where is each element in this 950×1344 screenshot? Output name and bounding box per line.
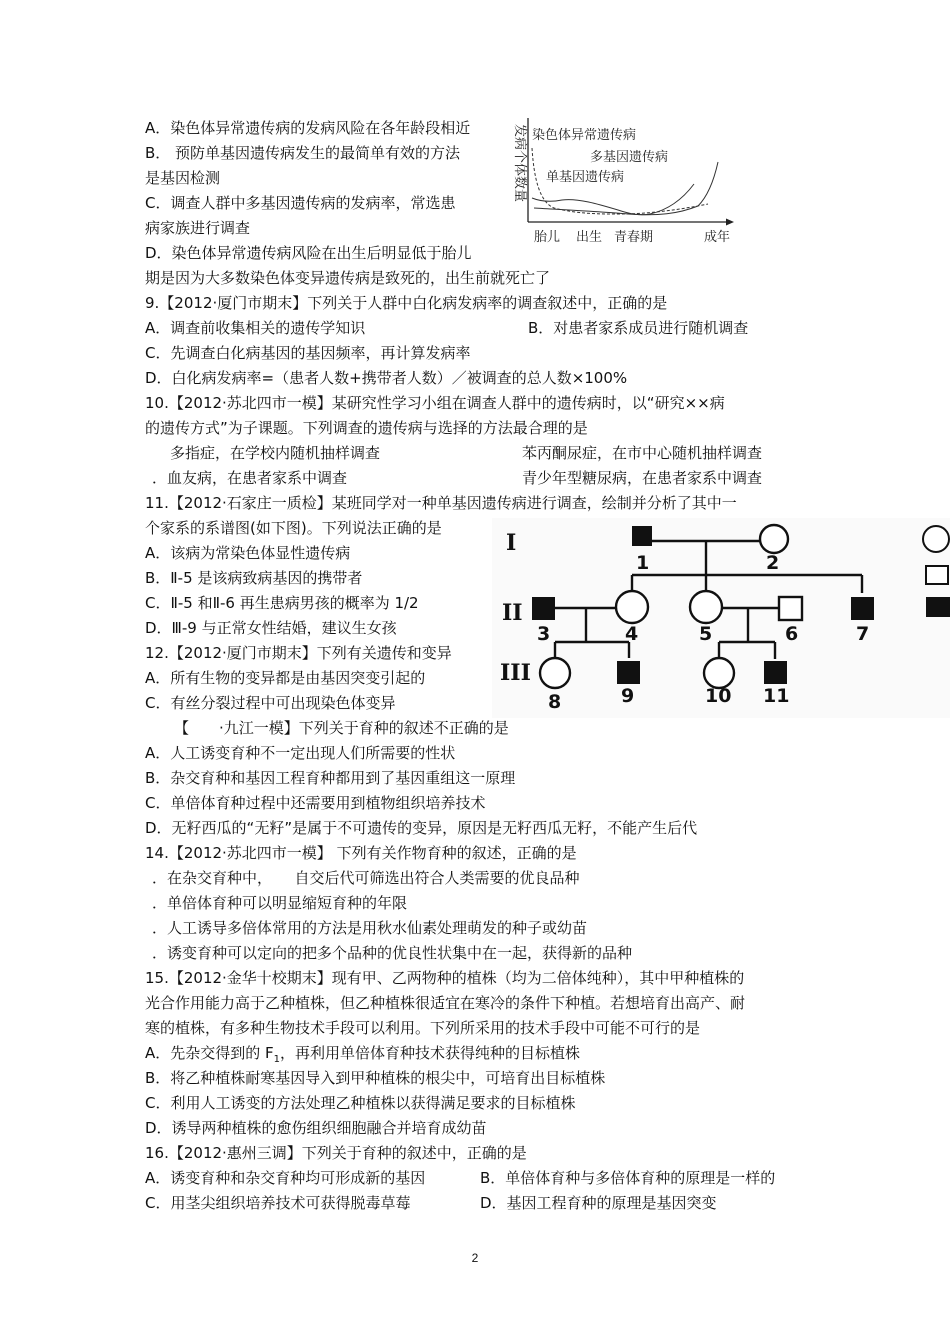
tick-adult: 成年 bbox=[704, 230, 731, 245]
q10-option-a: 多指症，在学校内随机抽样调查 bbox=[170, 444, 381, 462]
q11-option-a: A．该病为常染色体显性遗传病 bbox=[145, 544, 351, 562]
q8-option-a: A．染色体异常遗传病的发病风险在各年龄段相近 bbox=[145, 119, 471, 137]
pedigree-number-6: 6 bbox=[785, 623, 799, 645]
q10-option-d: 青少年型糖尿病，在患者家系中调查 bbox=[522, 469, 763, 487]
q9-option-a: A．调查前收集相关的遗传学知识 bbox=[145, 319, 366, 337]
pedigree-number-2: 2 bbox=[766, 552, 780, 574]
q16-option-d: D．基因工程育种的原理是基因突变 bbox=[480, 1194, 717, 1212]
q14-option-c: ．人工诱导多倍体常用的方法是用秋水仙素处理萌发的种子或幼苗 bbox=[152, 919, 588, 937]
label-multi-gene: 多基因遗传病 bbox=[590, 150, 669, 165]
q8-option-d-line1: D．染色体异常遗传病风险在出生后明显低于胎儿 bbox=[145, 244, 472, 262]
pedigree-number-10: 10 bbox=[705, 685, 732, 707]
incidence-chart-figure bbox=[498, 110, 750, 250]
tick-puberty: 青春期 bbox=[614, 230, 654, 245]
pedigree-individual-5 bbox=[690, 591, 722, 623]
q11-stem-line1: 11.【2012·石家庄一质检】某班同学对一种单基因遗传病进行调查，绘制并分析了其中一 bbox=[145, 494, 737, 512]
q9-stem: 9.【2012·厦门市期末】下列关于人群中白化病发病率的调查叙述中，正确的是 bbox=[145, 294, 668, 312]
pedigree-individual-7 bbox=[851, 597, 874, 620]
pedigree-number-1: 1 bbox=[636, 552, 650, 574]
pedigree-number-5: 5 bbox=[699, 623, 713, 645]
legend-filled-partial bbox=[926, 597, 950, 617]
q15-option-a-pre: A．先杂交得到的 F bbox=[145, 1044, 274, 1062]
tick-fetus: 胎儿 bbox=[534, 230, 561, 245]
q11-option-b: B．Ⅱ-5 是该病致病基因的携带者 bbox=[145, 569, 363, 587]
q8-option-b-line1: B． 预防单基因遗传病发生的最简单有效的方法 bbox=[145, 144, 461, 162]
pedigree-individual-1 bbox=[632, 526, 652, 546]
q14-option-d: ．诱变育种可以定向的把多个品种的优良性状集中在一起，获得新的品种 bbox=[152, 944, 633, 962]
q16-option-a: A．诱变育种和杂交育种均可形成新的基因 bbox=[145, 1169, 426, 1187]
pedigree-individual-11 bbox=[764, 661, 787, 684]
q14-option-a: ．在杂交育种中， 自交后代可筛选出符合人类需要的优良品种 bbox=[152, 869, 580, 887]
q15-stem-line2: 光合作用能力高于乙种植株，但乙种植株很适宜在寒冷的条件下种植。若想培育出高产、耐 bbox=[145, 994, 746, 1012]
q11-option-d: D．Ⅲ-9 与正常女性结婚，建议生女孩 bbox=[145, 619, 397, 637]
q9-option-d: D．白化病发病率=（患者人数+携带者人数）／被调查的总人数×100% bbox=[145, 369, 628, 387]
pedigree-individual-4 bbox=[616, 591, 648, 623]
label-single-gene: 单基因遗传病 bbox=[546, 170, 625, 185]
pedigree-number-4: 4 bbox=[625, 623, 639, 645]
q14-stem: 14.【2012·苏北四市一模】 下列有关作物育种的叙述，正确的是 bbox=[145, 844, 577, 862]
q15-option-a bbox=[145, 1044, 580, 1069]
pedigree-number-3: 3 bbox=[537, 623, 551, 645]
q14-option-b: ．单倍体育种可以明显缩短育种的年限 bbox=[152, 894, 408, 912]
q10-option-c: ．血友病，在患者家系中调查 bbox=[152, 469, 348, 487]
q12-stem: 12.【2012·厦门市期末】下列有关遗传和变异 bbox=[145, 644, 452, 662]
q15-option-b: B．将乙种植株耐寒基因导入到甲种植株的根尖中，可培育出目标植株 bbox=[145, 1069, 606, 1087]
q13-option-c: C．单倍体育种过程中还需要用到植物组织培养技术 bbox=[145, 794, 486, 812]
q11-option-c: C．Ⅱ-5 和Ⅱ-6 再生患病男孩的概率为 1/2 bbox=[145, 594, 419, 612]
q16-stem: 16.【2012·惠州三调】下列关于育种的叙述中，正确的是 bbox=[145, 1144, 527, 1162]
q13-option-b: B．杂交育种和基因工程育种都用到了基因重组这一原理 bbox=[145, 769, 516, 787]
pedigree-number-11: 11 bbox=[763, 685, 790, 707]
pedigree-individual-6 bbox=[779, 597, 802, 620]
pedigree-individual-9 bbox=[617, 661, 640, 684]
q10-stem-line1: 10.【2012·苏北四市一模】某研究性学习小组在调查人群中的遗传病时，以“研究××病 bbox=[145, 394, 725, 412]
q11-stem-line2: 个家系的系谱图(如下图)。下列说法正确的是 bbox=[145, 519, 442, 537]
pedigree-individual-3 bbox=[532, 597, 555, 620]
q8-option-b-line2: 是基因检测 bbox=[145, 169, 221, 187]
generation-label-2: II bbox=[502, 600, 523, 626]
q8-option-c-line2: 病家族进行调查 bbox=[145, 219, 251, 237]
q13-stem: 【 ·九江一模】下列关于育种的叙述不正确的是 bbox=[174, 719, 509, 737]
q15-option-a-post: ，再利用单倍体育种技术获得纯种的目标植株 bbox=[280, 1044, 581, 1062]
q9-option-b: B．对患者家系成员进行随机调查 bbox=[528, 319, 749, 337]
q9-option-c: C．先调查白化病基因的基因频率，再计算发病率 bbox=[145, 344, 471, 362]
generation-label-3: III bbox=[500, 660, 531, 686]
q15-stem-line1: 15.【2012·金华十校期末】现有甲、乙两物种的植株（均为二倍体纯种），其中甲种植株的 bbox=[145, 969, 745, 987]
q12-option-c: C．有丝分裂过程中可出现染色体变异 bbox=[145, 694, 396, 712]
chart-ylabel: 发病个体数量 bbox=[512, 124, 527, 203]
q8-option-c-line1: C．调查人群中多基因遗传病的发病率，常选患 bbox=[145, 194, 456, 212]
page-number: 2 bbox=[471, 1251, 479, 1265]
q13-option-d: D．无籽西瓜的“无籽”是属于不可遗传的变异，原因是无籽西瓜无籽，不能产生后代 bbox=[145, 819, 698, 837]
pedigree-number-7: 7 bbox=[856, 623, 870, 645]
pedigree-number-9: 9 bbox=[621, 685, 635, 707]
q15-option-d: D．诱导两种植株的愈伤组织细胞融合并培育成幼苗 bbox=[145, 1119, 487, 1137]
label-chromosome: 染色体异常遗传病 bbox=[532, 128, 637, 143]
pedigree-number-8: 8 bbox=[548, 691, 562, 713]
legend-square-partial bbox=[926, 566, 948, 584]
legend-circle-partial bbox=[923, 526, 949, 552]
q15-option-c: C．利用人工诱变的方法处理乙种植株以获得满足要求的目标植株 bbox=[145, 1094, 576, 1112]
pedigree-individual-10 bbox=[704, 658, 734, 688]
q12-option-a: A．所有生物的变异都是由基因突变引起的 bbox=[145, 669, 426, 687]
generation-label-1: I bbox=[506, 530, 517, 556]
q16-option-b: B．单倍体育种与多倍体育种的原理是一样的 bbox=[480, 1169, 776, 1187]
q13-option-a: A．人工诱变育种不一定出现人们所需要的性状 bbox=[145, 744, 456, 762]
q8-option-d-line2: 期是因为大多数染色体变异遗传病是致死的，出生前就死亡了 bbox=[145, 269, 551, 287]
pedigree-figure bbox=[492, 518, 950, 718]
q10-stem-line2: 的遗传方式”为子课题。下列调查的遗传病与选择的方法最合理的是 bbox=[145, 419, 588, 437]
tick-birth: 出生 bbox=[576, 230, 603, 245]
q16-option-c: C．用茎尖组织培养技术可获得脱毒草莓 bbox=[145, 1194, 411, 1212]
chart-x-arrow bbox=[726, 219, 734, 226]
q15-option-a-subscript: 1 bbox=[273, 1054, 281, 1065]
pedigree-individual-8 bbox=[540, 658, 570, 688]
q15-stem-line3: 寒的植株，有多种生物技术手段可以利用。下列所采用的技术手段中可能不可行的是 bbox=[145, 1019, 701, 1037]
q10-option-b: 苯丙酮尿症，在市中心随机抽样调查 bbox=[522, 444, 763, 462]
pedigree-individual-2 bbox=[760, 525, 788, 553]
